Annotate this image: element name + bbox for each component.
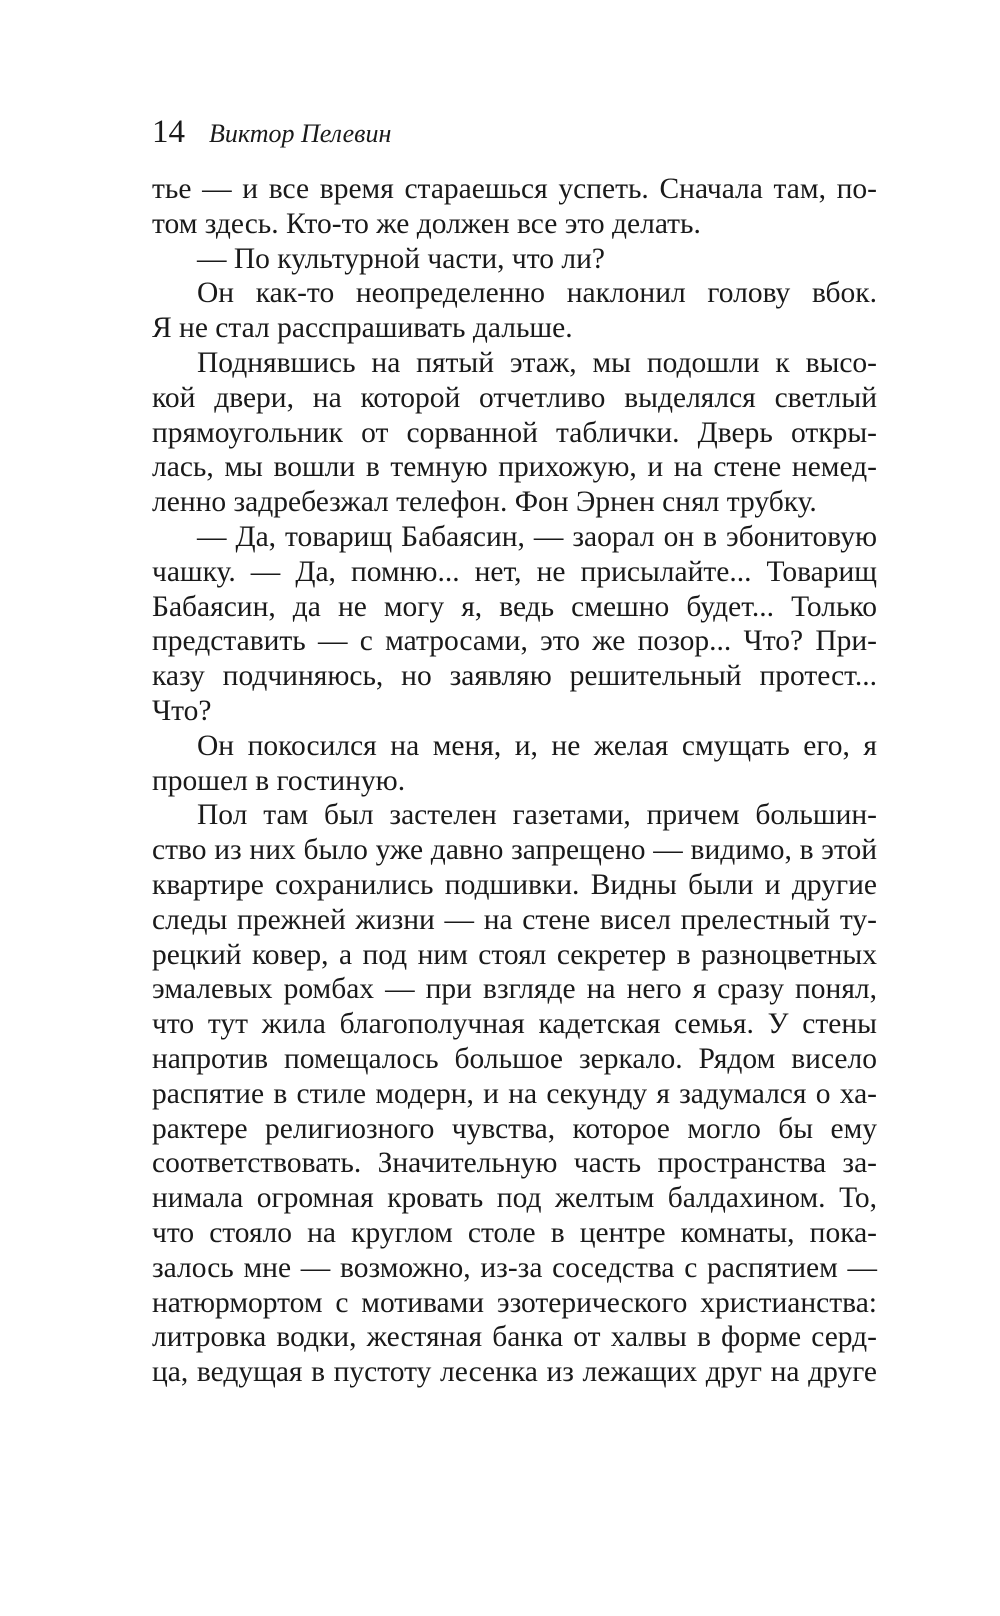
text-line: Он как-то неопределенно наклонил голову вбок. <box>197 277 877 310</box>
text-line: Пол там был застелен газетами, причем большин- <box>197 799 877 832</box>
text-line: эмалевых ромбах — при взгляде на него я сразу понял, <box>152 973 877 1006</box>
text-line: том здесь. Кто-то же должен все это делать. <box>152 207 701 240</box>
text-line: Что? <box>152 694 212 727</box>
text-line: ство из них было уже давно запрещено — видимо, в этой <box>152 834 877 867</box>
text-line: литровка водки, жестяная банка от халвы в форме серд- <box>152 1321 877 1354</box>
text-line: тье — и все время стараешься успеть. Сначала там, по- <box>152 173 877 205</box>
text-line: рецкий ковер, а под ним стоял секретер в разноцветных <box>152 938 877 971</box>
text-line: соответствовать. Значительную часть пространства за- <box>152 1147 877 1180</box>
text-line: ца, ведущая в пустоту лесенка из лежащих друг на друге <box>152 1356 877 1389</box>
text-line: казу подчиняюсь, но заявляю решительный протест... <box>152 660 877 693</box>
text-line: — Да, товарищ Бабаясин, — заорал он в эбонитовую <box>197 520 877 553</box>
text-line: залось мне — возможно, из-за соседства с распятием — <box>152 1251 877 1284</box>
text-line: чашку. — Да, помню... нет, не присылайте... Товарищ <box>152 555 877 588</box>
text-line: лась, мы вошли в темную прихожую, и на стене немед- <box>152 451 877 484</box>
text-line: рактере религиозного чувства, которое могло бы ему <box>152 1112 877 1145</box>
text-line: Я не стал расспрашивать дальше. <box>152 312 573 345</box>
text-line: прямоугольник от сорванной таблички. Дверь откры- <box>152 416 877 449</box>
text-line: распятие в стиле модерн, и на секунду я задумался о ха- <box>152 1077 877 1110</box>
text-line: прошел в гостиную. <box>152 764 406 797</box>
text-line: Он покосился на меня, и, не желая смущать его, я <box>197 729 877 762</box>
text-line: следы прежней жизни — на стене висел прелестный ту- <box>152 903 877 936</box>
text-line: напротив помещалось большое зеркало. Рядом висело <box>152 1042 877 1075</box>
text-line: — По культурной части, что ли? <box>197 242 605 275</box>
text-line: ленно задребезжал телефон. Фон Эрнен снял трубку. <box>152 486 817 519</box>
book-author: Виктор Пелевин <box>209 119 392 148</box>
text-line: натюрмортом с мотивами эзотерического христианства: <box>152 1286 877 1319</box>
text-line: что тут жила благополучная кадетская семья. У стены <box>152 1008 877 1041</box>
text-line: Бабаясин, да не могу я, ведь смешно будет... Только <box>152 590 877 623</box>
text-line: кой двери, на которой отчетливо выделялся светлый <box>152 381 877 414</box>
text-line: что стояло на круглом столе в центре комнаты, пока- <box>152 1216 877 1249</box>
text-line: Поднявшись на пятый этаж, мы подошли к высо- <box>197 346 877 379</box>
text-line: нимала огромная кровать под желтым балдахином. То, <box>152 1182 877 1215</box>
text-line: представить — с матросами, это же позор... Что? При- <box>152 625 877 658</box>
text-line: квартире сохранились подшивки. Видны были и другие <box>152 868 877 901</box>
body-text <box>152 172 877 1390</box>
running-head <box>152 112 872 152</box>
page-number: 14 <box>152 114 185 150</box>
